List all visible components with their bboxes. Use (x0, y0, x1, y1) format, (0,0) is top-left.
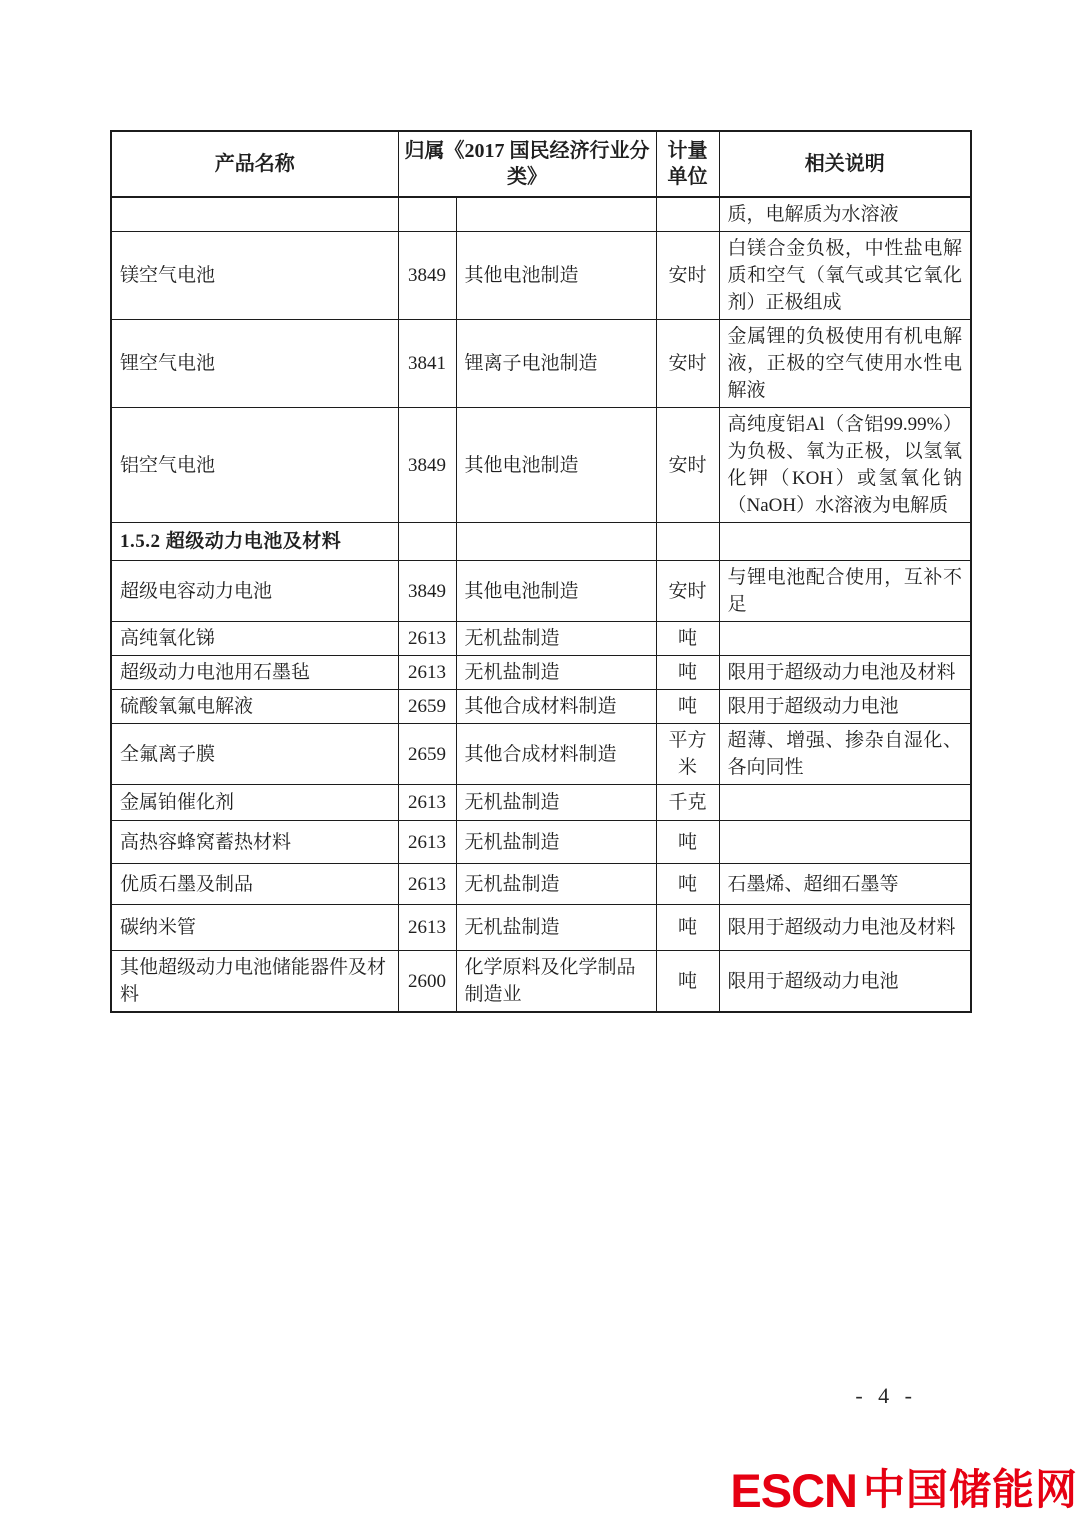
escn-logo-abbr: ESCN (730, 1464, 857, 1517)
header-measure-unit: 计量单位 (656, 131, 719, 197)
table-row (111, 785, 971, 821)
table-row (111, 408, 971, 523)
table-row (111, 690, 971, 724)
table-row (111, 905, 971, 951)
industry-name-cell: 无机盐制造 (456, 656, 656, 690)
escn-logo-name: 中国储能网 (862, 1467, 1078, 1514)
table-row (111, 622, 971, 656)
related-note-cell: 与锂电池配合使用，互补不足 (719, 561, 971, 622)
product-name-cell: 碳纳米管 (111, 905, 398, 951)
product-name-cell: 锂空气电池 (111, 320, 398, 408)
industry-name-cell: 无机盐制造 (456, 622, 656, 656)
industry-name-cell: 其他合成材料制造 (456, 724, 656, 785)
related-note-cell: 金属锂的负极使用有机电解液，正极的空气使用水性电解液 (719, 320, 971, 408)
table-row (111, 320, 971, 408)
industry-code-cell (398, 523, 456, 561)
industry-name-cell: 无机盐制造 (456, 905, 656, 951)
header-industry-classification: 归属《2017 国民经济行业分类》 (398, 131, 656, 197)
industry-name-cell: 其他合成材料制造 (456, 690, 656, 724)
measure-unit-cell: 吨 (656, 951, 719, 1013)
table-row (111, 561, 971, 622)
section-header-row (111, 523, 971, 561)
product-name-cell: 超级电容动力电池 (111, 561, 398, 622)
industry-code-cell: 3849 (398, 232, 456, 320)
related-note-cell: 质，电解质为水溶液 (719, 197, 971, 232)
measure-unit-cell (656, 197, 719, 232)
product-name-cell: 硫酸氧氟电解液 (111, 690, 398, 724)
measure-unit-cell: 安时 (656, 408, 719, 523)
product-name-cell: 高纯氧化锑 (111, 622, 398, 656)
related-note-cell (719, 785, 971, 821)
header-related-note: 相关说明 (719, 131, 971, 197)
measure-unit-cell: 吨 (656, 905, 719, 951)
industry-code-cell: 2659 (398, 724, 456, 785)
product-name-cell: 铝空气电池 (111, 408, 398, 523)
industry-code-cell: 2613 (398, 864, 456, 905)
table-row (111, 821, 971, 864)
related-note-cell: 限用于超级动力电池及材料 (719, 905, 971, 951)
industry-name-cell: 化学原料及化学制品制造业 (456, 951, 656, 1013)
page-number: - 4 - (855, 1383, 917, 1408)
measure-unit-cell (656, 523, 719, 561)
product-name-cell: 其他超级动力电池储能器件及材料 (111, 951, 398, 1013)
product-table-body (111, 197, 971, 1012)
header-product-name: 产品名称 (111, 131, 398, 197)
escn-logo (730, 1464, 1078, 1517)
table-header-row (111, 131, 971, 197)
table-row (111, 951, 971, 1013)
product-name-cell: 优质石墨及制品 (111, 864, 398, 905)
industry-code-cell (398, 197, 456, 232)
table-row (111, 197, 971, 232)
measure-unit-cell: 安时 (656, 320, 719, 408)
related-note-cell: 限用于超级动力电池 (719, 951, 971, 1013)
product-name-cell: 超级动力电池用石墨毡 (111, 656, 398, 690)
measure-unit-cell: 千克 (656, 785, 719, 821)
industry-code-cell: 2613 (398, 905, 456, 951)
industry-code-cell: 3841 (398, 320, 456, 408)
industry-code-cell: 2613 (398, 821, 456, 864)
related-note-cell: 石墨烯、超细石墨等 (719, 864, 971, 905)
industry-name-cell (456, 197, 656, 232)
industry-code-cell: 2659 (398, 690, 456, 724)
table-row (111, 232, 971, 320)
industry-name-cell: 其他电池制造 (456, 408, 656, 523)
industry-code-cell: 2600 (398, 951, 456, 1013)
related-note-cell: 白镁合金负极，中性盐电解质和空气（氧气或其它氧化剂）正极组成 (719, 232, 971, 320)
product-name-cell: 全氟离子膜 (111, 724, 398, 785)
industry-code-cell: 3849 (398, 561, 456, 622)
measure-unit-cell: 安时 (656, 561, 719, 622)
product-classification-table-container (110, 130, 970, 1013)
product-name-cell: 1.5.2 超级动力电池及材料 (111, 523, 398, 561)
product-name-cell: 镁空气电池 (111, 232, 398, 320)
product-name-cell (111, 197, 398, 232)
measure-unit-cell: 吨 (656, 690, 719, 724)
measure-unit-cell: 吨 (656, 864, 719, 905)
related-note-cell (719, 622, 971, 656)
measure-unit-cell: 吨 (656, 622, 719, 656)
product-name-cell: 高热容蜂窝蓄热材料 (111, 821, 398, 864)
industry-name-cell: 无机盐制造 (456, 864, 656, 905)
industry-name-cell (456, 523, 656, 561)
table-row (111, 864, 971, 905)
measure-unit-cell: 安时 (656, 232, 719, 320)
measure-unit-cell: 吨 (656, 656, 719, 690)
industry-code-cell: 2613 (398, 656, 456, 690)
industry-name-cell: 无机盐制造 (456, 821, 656, 864)
product-name-cell: 金属铂催化剂 (111, 785, 398, 821)
industry-code-cell: 3849 (398, 408, 456, 523)
related-note-cell (719, 821, 971, 864)
industry-code-cell: 2613 (398, 622, 456, 656)
related-note-cell (719, 523, 971, 561)
table-row (111, 656, 971, 690)
related-note-cell: 限用于超级动力电池及材料 (719, 656, 971, 690)
product-classification-table (110, 130, 972, 1013)
industry-code-cell: 2613 (398, 785, 456, 821)
industry-name-cell: 无机盐制造 (456, 785, 656, 821)
table-row (111, 724, 971, 785)
related-note-cell: 限用于超级动力电池 (719, 690, 971, 724)
related-note-cell: 超薄、增强、掺杂自湿化、各向同性 (719, 724, 971, 785)
industry-name-cell: 其他电池制造 (456, 561, 656, 622)
measure-unit-cell: 平方米 (656, 724, 719, 785)
industry-name-cell: 锂离子电池制造 (456, 320, 656, 408)
industry-name-cell: 其他电池制造 (456, 232, 656, 320)
measure-unit-cell: 吨 (656, 821, 719, 864)
related-note-cell: 高纯度铝Al（含铝99.99%）为负极、氧为正极，以氢氧化钾（KOH）或氢氧化钠（NaOH）水溶液为电解质 (719, 408, 971, 523)
